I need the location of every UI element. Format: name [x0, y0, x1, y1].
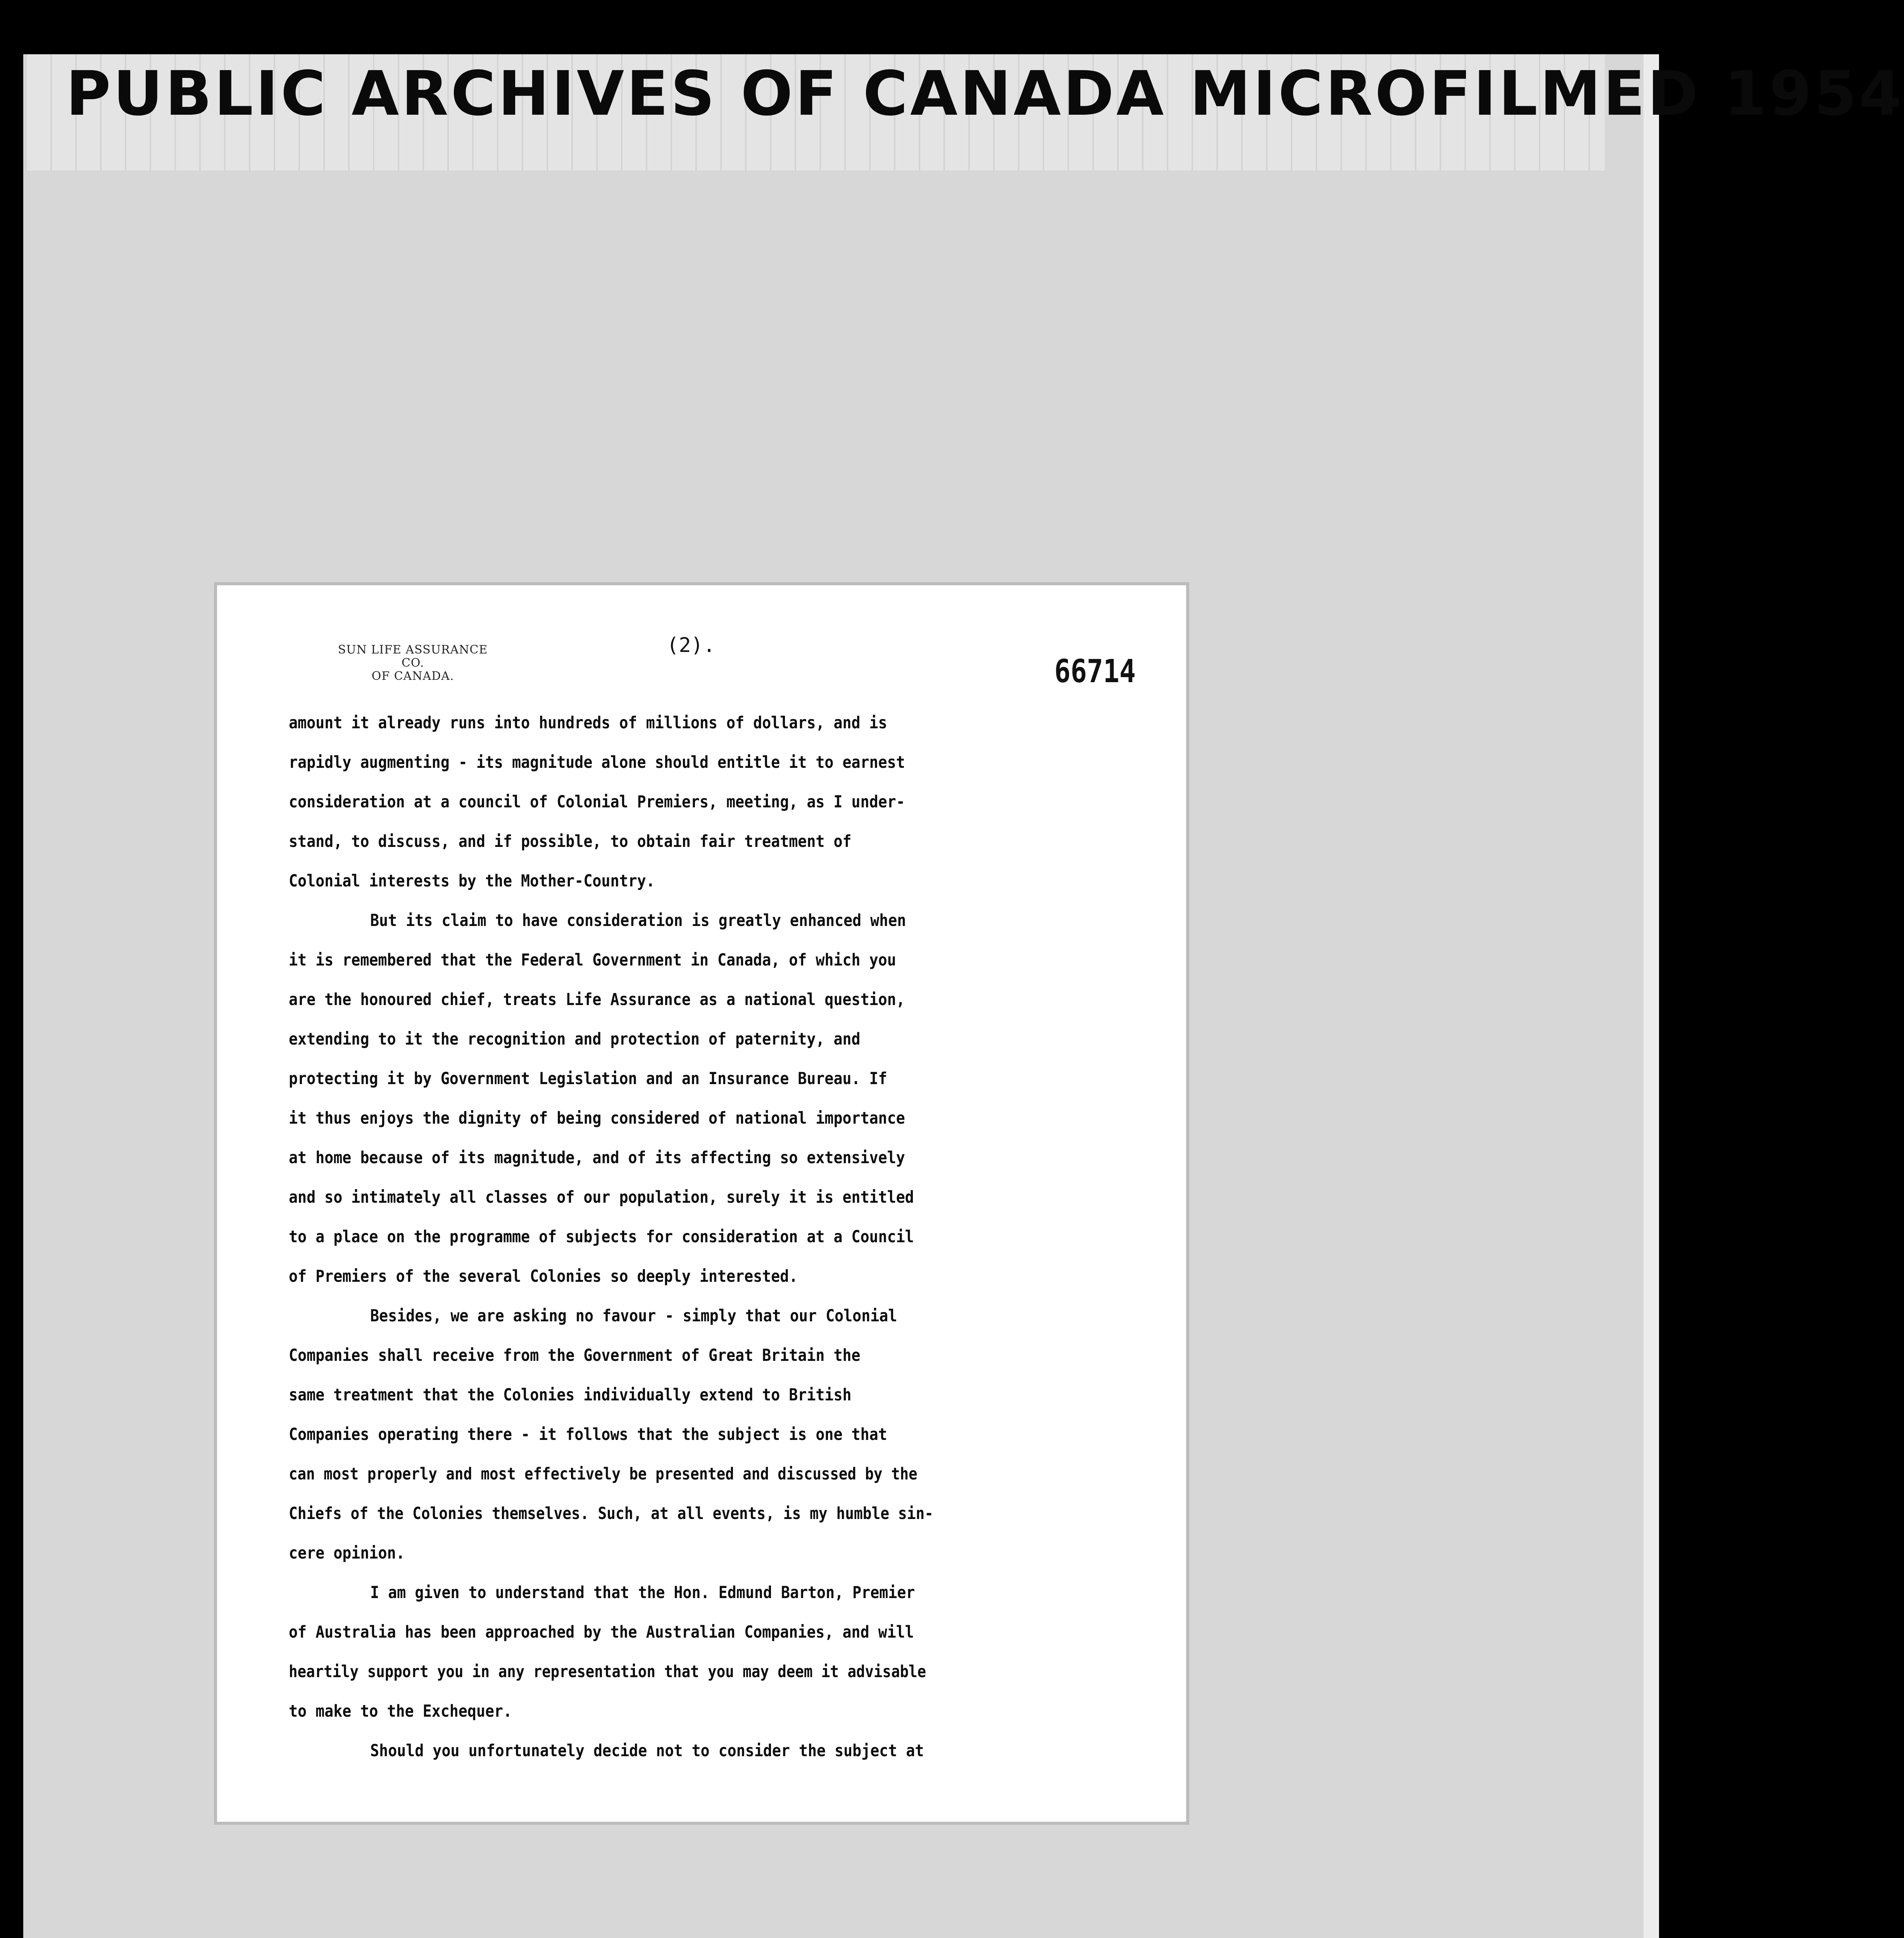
body-line: consideration at a council of Colonial Premiers, meeting, as I under-	[289, 792, 905, 812]
body-line: I am given to understand that the Hon. Edmund Barton, Premier	[370, 1583, 915, 1602]
body-line: rapidly augmenting - its magnitude alone should entitle it to earnest	[289, 753, 905, 772]
body-line: can most properly and most effectively be presented and discussed by the	[289, 1464, 918, 1484]
body-line: Chiefs of the Colonies themselves. Such, at all events, is my humble sin-	[289, 1504, 934, 1523]
body-line: Besides, we are asking no favour - simply that our Colonial	[370, 1306, 897, 1326]
body-line: of Premiers of the several Colonies so deeply interested.	[289, 1267, 798, 1286]
body-line: Should you unfortunately decide not to consider the subject at	[370, 1741, 924, 1760]
page-number: (2).	[667, 634, 716, 657]
archive-header-title: PUBLIC ARCHIVES OF CANADA MICROFILMED 1954	[66, 58, 1904, 129]
body-line: heartily support you in any representation that you may deem it advisable	[289, 1662, 926, 1681]
body-line: cere opinion.	[289, 1543, 405, 1563]
body-line: it thus enjoys the dignity of being considered of national importance	[289, 1109, 905, 1128]
letterhead-line-2: OF CANADA.	[371, 669, 454, 683]
letter-page	[217, 585, 1186, 1822]
body-line: of Australia has been approached by the Australian Companies, and will	[289, 1622, 914, 1642]
body-line: Companies operating there - it follows that the subject is one that	[289, 1425, 887, 1444]
body-line: But its claim to have consideration is greatly enhanced when	[370, 911, 906, 930]
body-line: are the honoured chief, treats Life Assurance as a national question,	[289, 990, 905, 1009]
body-line: same treatment that the Colonies individually extend to British	[289, 1385, 852, 1405]
document-number: 66714	[1054, 653, 1136, 690]
body-line: to a place on the programme of subjects for consideration at a Council	[289, 1227, 914, 1247]
body-line: Colonial interests by the Mother-Country.	[289, 871, 655, 891]
letterhead-line-1: SUN LIFE ASSURANCE CO.	[338, 643, 488, 670]
body-line: and so intimately all classes of our population, surely it is entitled	[289, 1188, 914, 1207]
body-line: at home because of its magnitude, and of its affecting so extensively	[289, 1148, 905, 1167]
body-line: it is remembered that the Federal Government in Canada, of which you	[289, 950, 896, 970]
body-line: amount it already runs into hundreds of millions of dollars, and is	[289, 713, 887, 733]
body-line: extending to it the recognition and protection of paternity, and	[289, 1029, 861, 1049]
body-line: to make to the Exchequer.	[289, 1702, 512, 1721]
letter-body	[217, 585, 1186, 1822]
body-line: stand, to discuss, and if possible, to obtain fair treatment of	[289, 832, 852, 851]
body-line: protecting it by Government Legislation and an Insurance Bureau. If	[289, 1069, 887, 1088]
body-line: Companies shall receive from the Government of Great Britain the	[289, 1346, 861, 1365]
